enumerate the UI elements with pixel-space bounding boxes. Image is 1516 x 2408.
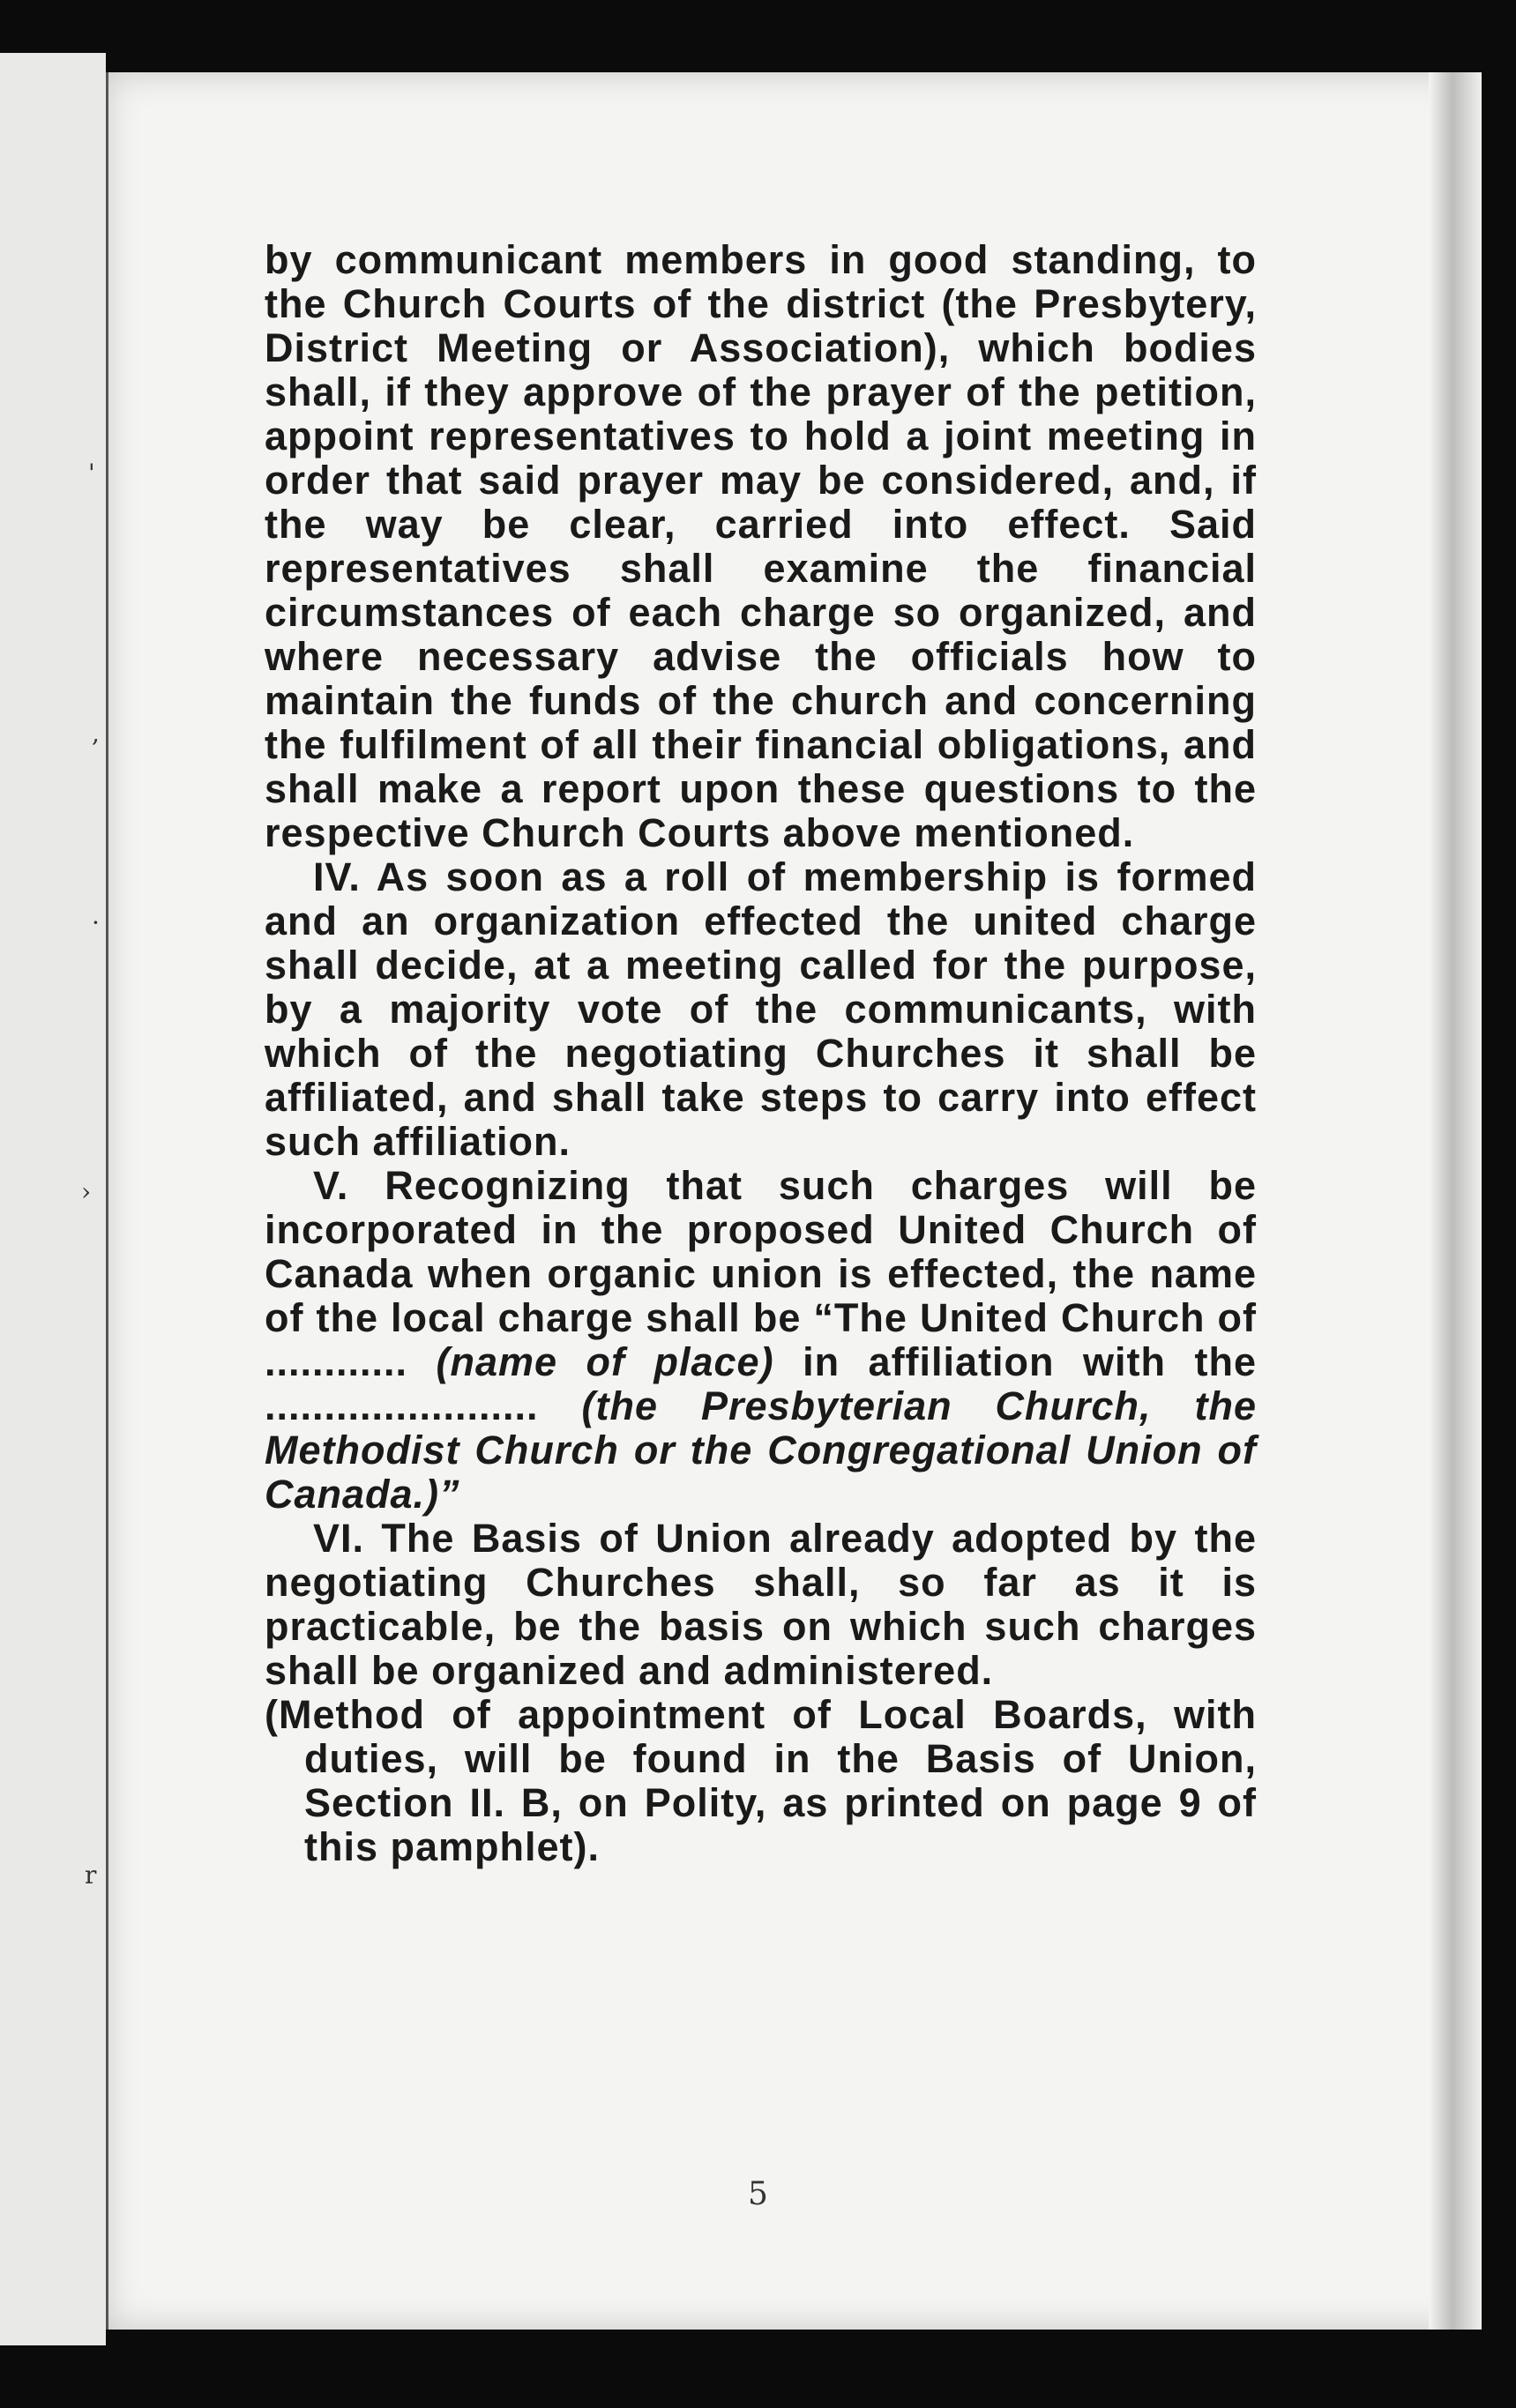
page-number: 5 [748,2176,768,2212]
margin-mark: › [81,1177,92,1206]
page-edge-shadow [1429,72,1482,2330]
margin-mark: r [85,1860,97,1890]
note-paragraph: (Method of appointment of Local Boards, with duties, will be found in the Basis of Union, Section II. B, on Polity, as printed on page 9 of this pamphlet). [265,1692,1257,1869]
page-text [265,238,1257,1869]
paragraph-vi: VI. The Basis of Union already adopted by the negotiating Churches shall, so far as it is practicable, be the basis on which such charges shall be organized and administered. [265,1516,1257,1693]
paragraph-v-text: V. Recognizing that such charges will be incorporated in the proposed United Church of Canada when organic union is effected, the name of the local charge shall be “The United Church of ............ [265,1163,1257,1384]
margin-mark: · [92,908,100,937]
paragraph-v-italic-place: (name of place) [436,1339,774,1384]
paragraph-v [265,1164,1257,1517]
paragraph-v-affiliation: in affiliation with the ....................... [265,1339,1257,1428]
paragraph-iv: IV. As soon as a roll of membership is formed and an organization effected the united charge shall decide, at a meeting called for the purpose, by a majority vote of the communicants, with which of the negotiating Churches it shall be affiliated, and shall take steps to carry into effect such affiliation. [265,854,1257,1164]
margin-mark: ' [88,458,95,488]
margin-mark: , [92,719,100,748]
paragraph-continuation: by communicant members in good standing, to the Church Courts of the district (the Presbytery, District Meeting or Association), which bodies shall, if they approve of the prayer of the petition, appoint representatives to hold a joint meeting in order that said prayer may be considered, and, if the way be clear, carried into effect. Said representatives shall examine the financial circumstances of each charge so organized, and where necessary advise the officials how to maintain the funds of the church and concerning the fulfilment of all their financial obligations, and shall make a report upon these questions to the respective Church Courts above mentioned. [265,237,1257,855]
page-fold-line [106,72,108,2330]
paragraph-v-italic-churches: (the Presbyterian Church, the Methodist Church or the Congregational Union of Canada.)” [265,1383,1257,1517]
